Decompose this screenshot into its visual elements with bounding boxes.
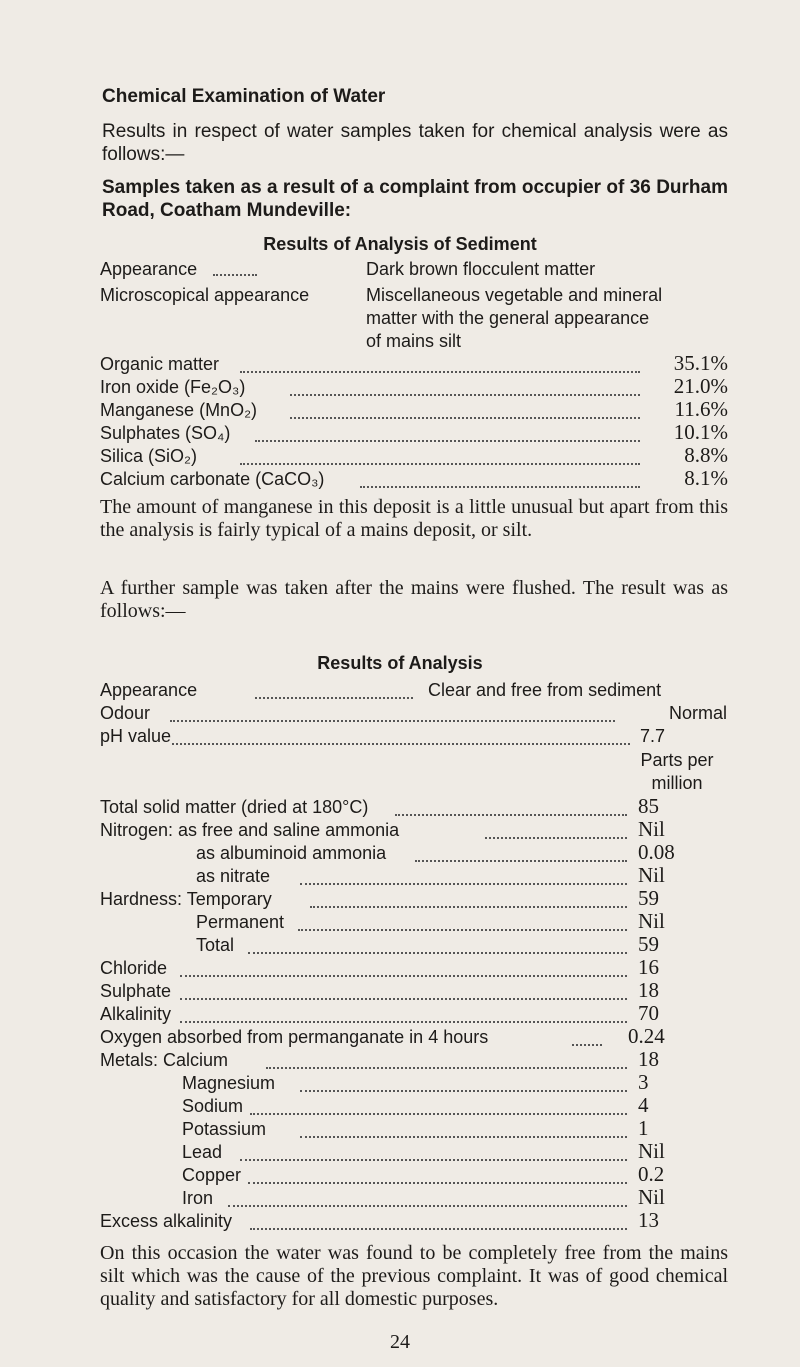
further-sample-paragraph: A further sample was taken after the mains were flushed. The result was as follows:— (100, 577, 728, 622)
row-label: Organic matter (100, 354, 220, 374)
row-label: Iron oxide (Fe₂O₃) (100, 377, 246, 397)
micro-value-line-1: Miscellaneous vegetable and mineral (366, 285, 663, 305)
row-value: 11.6% (674, 397, 728, 421)
section-heading: Chemical Examination of Water (102, 86, 386, 107)
row-value: 85 (638, 794, 659, 818)
leader-dots (248, 1182, 627, 1184)
row-value: 0.2 (638, 1162, 665, 1186)
leader-dots (213, 274, 257, 276)
unit-line-2: million (651, 773, 703, 793)
leader-dots (255, 697, 413, 699)
row-value: 59 (638, 886, 659, 910)
row-value: 21.0% (673, 374, 728, 398)
leader-dots (180, 998, 627, 1000)
row-label: Hardness: Temporary (100, 889, 272, 909)
micro-value-line-2: matter with the general appearance (366, 308, 650, 328)
intro-paragraph: Results in respect of water samples taken for chemical analysis were as follows:— (102, 121, 728, 165)
row-label: Nitrogen: as free and saline ammonia (100, 820, 400, 840)
row-value: 18 (638, 978, 659, 1002)
ph-value: 7.7 (640, 726, 666, 746)
leader-dots (240, 463, 640, 465)
row-label: Permanent (196, 912, 285, 932)
sediment-title: Results of Analysis of Sediment (263, 234, 537, 254)
leader-dots (172, 743, 630, 745)
row-label: Magnesium (182, 1073, 276, 1093)
leader-dots (250, 1228, 627, 1230)
row-label: Sulphate (100, 981, 172, 1001)
leader-dots (290, 394, 640, 396)
leader-dots (300, 883, 627, 885)
ph-label: pH value (100, 726, 172, 746)
odour-label: Odour (100, 703, 151, 723)
leader-dots (180, 975, 627, 977)
analysis-title: Results of Analysis (317, 653, 483, 673)
leader-dots (572, 1044, 602, 1046)
row-value: 18 (638, 1047, 659, 1071)
leader-dots (485, 837, 627, 839)
row-value: Nil (638, 1185, 665, 1209)
analysis-appearance-label: Appearance (100, 680, 198, 700)
row-label: Excess alkalinity (100, 1211, 233, 1231)
row-value: 8.1% (684, 466, 728, 490)
leader-dots (240, 1159, 627, 1161)
leader-dots (250, 1113, 627, 1115)
row-value: 59 (638, 932, 659, 956)
micro-label: Microscopical appearance (100, 285, 310, 305)
leader-dots (228, 1205, 627, 1207)
unit-line-1: Parts per (640, 750, 714, 770)
analysis-appearance-value: Clear and free from sediment (428, 680, 662, 700)
page-number: 24 (390, 1331, 410, 1353)
micro-value-line-3: of mains silt (366, 331, 462, 351)
row-value: 0.24 (628, 1024, 665, 1048)
sediment-appearance-label: Appearance (100, 259, 198, 279)
row-value: 16 (638, 955, 659, 979)
row-label: Metals: Calcium (100, 1050, 229, 1070)
leader-dots (298, 929, 627, 931)
leader-dots (415, 860, 627, 862)
odour-value: Normal (668, 703, 727, 723)
row-label: Alkalinity (100, 1004, 172, 1024)
row-value: 13 (638, 1208, 659, 1232)
row-label: Copper (182, 1165, 242, 1185)
row-value: 10.1% (673, 420, 728, 444)
row-value: 0.08 (638, 840, 675, 864)
row-value: 3 (638, 1070, 649, 1094)
row-label: Chloride (100, 958, 168, 978)
row-value: 4 (638, 1093, 649, 1117)
row-label: Sulphates (SO₄) (100, 423, 231, 443)
row-label: Lead (182, 1142, 223, 1162)
samples-heading: Samples taken as a result of a complaint from occupier of 36 Durham Road, Coatham Mundeville: (102, 177, 728, 221)
leader-dots (300, 1090, 627, 1092)
leader-dots (300, 1136, 627, 1138)
row-label: Sodium (182, 1096, 244, 1116)
row-label: as nitrate (196, 866, 271, 886)
leader-dots (290, 417, 640, 419)
leader-dots (360, 486, 640, 488)
leader-dots (255, 440, 640, 442)
leader-dots (180, 1021, 627, 1023)
row-value: Nil (638, 817, 665, 841)
row-label: Potassium (182, 1119, 267, 1139)
leader-dots (248, 952, 627, 954)
leader-dots (170, 720, 615, 722)
row-label: Calcium carbonate (CaCO₃) (100, 469, 325, 489)
row-value: 1 (638, 1116, 649, 1140)
row-label: Silica (SiO₂) (100, 446, 197, 466)
row-label: Oxygen absorbed from permanganate in 4 hours (100, 1027, 489, 1047)
leader-dots (310, 906, 627, 908)
leader-dots (266, 1067, 627, 1069)
leader-dots (395, 814, 627, 816)
row-value: Nil (638, 1139, 665, 1163)
row-value: Nil (638, 909, 665, 933)
row-value: Nil (638, 863, 665, 887)
row-label: Manganese (MnO₂) (100, 400, 258, 420)
row-value: 70 (638, 1001, 659, 1025)
row-label: Total (196, 935, 235, 955)
row-label: Iron (182, 1188, 214, 1208)
row-label: Total solid matter (dried at 180°C) (100, 797, 369, 817)
sediment-appearance-value: Dark brown flocculent matter (366, 259, 596, 279)
row-label: as albuminoid ammonia (196, 843, 387, 863)
conclusion-paragraph: On this occasion the water was found to be completely free from the mains silt which was the cause of the previous complaint. It was of good chemical quality and satisfactory for all domestic purposes. (100, 1242, 728, 1310)
row-value: 35.1% (673, 351, 728, 375)
row-value: 8.8% (684, 443, 728, 467)
sediment-comment: The amount of manganese in this deposit is a little unusual but apart from this the analysis is fairly typical of a mains deposit, or silt. (100, 496, 728, 541)
leader-dots (240, 371, 640, 373)
